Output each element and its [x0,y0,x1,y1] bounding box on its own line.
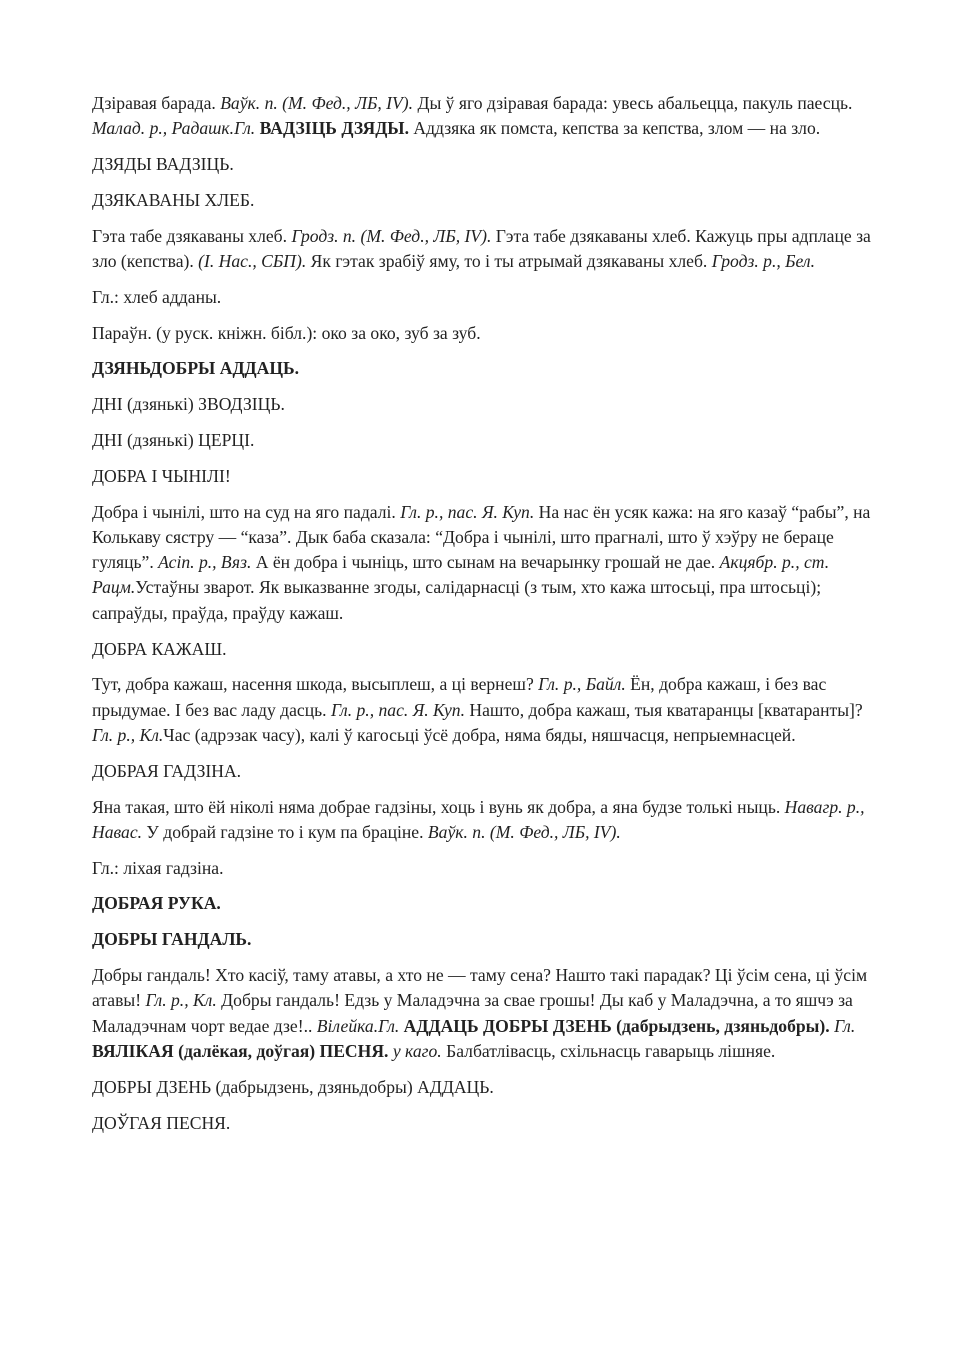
source-reference: Гродз. п. (М. Фед., ЛБ, IV). [291,225,492,246]
source-reference: Гл. р., Байл. [538,674,626,695]
source-reference: Ваўк. п. (М. Фед., ЛБ, IV). [220,93,414,113]
text-run: У добрай гадзіне то і кум па браціне. [142,821,428,842]
text-run: ДОБРАЯ ГАДЗІНА. [92,760,242,781]
text-run: Тут, добра кажаш, насення шкода, высыплеш, а ці вернеш? [92,674,539,695]
entry-heading [92,356,872,381]
paragraph [92,285,872,310]
paragraph [92,637,872,662]
paragraph [92,856,872,881]
paragraph [92,152,872,177]
text-run: Параўн. (у руск. кніжн. бібл.): око за око, зуб за зуб. [92,322,481,343]
source-reference: Гл. р., Кл. [145,990,217,1011]
bold-phrase: ДОБРАЯ РУКА. [92,893,221,914]
source-reference: Гл. р., пас. Я. Куп. [330,699,465,720]
paragraph [92,1111,872,1136]
entry-heading [92,927,872,952]
paragraph [92,500,872,626]
paragraph [92,464,872,489]
bold-phrase: ДОБРЫ ГАНДАЛЬ. [92,929,252,950]
source-reference: Вілейка. [316,1015,379,1036]
text-run: Устаўны зварот. Як выказванне згоды, салідарнасці (з тым, хто кажа штосьці, пра штосьці); сапраўды, праўда, праўду кажаш. [92,577,822,623]
text-run: Ды ў яго дзіравая барада: увесь абальецца, пакуль паесць. [413,93,853,113]
text-run: Нашто, добра кажаш, тыя кватаранцы [кватаранты]? [465,699,863,720]
text-run: ДНІ (дзянькі) ЦЕРЦІ. [92,429,255,450]
source-reference: Акцябр. р., ст. Рацм. [92,552,830,598]
source-reference: Ваўк. п. (М. Фед., ЛБ, IV). [427,821,621,842]
bold-phrase: АДДАЦЬ ДОБРЫ ДЗЕНЬ (дабрыдзень, дзяньдобры). [399,1015,830,1036]
source-reference: Гл. [829,1015,856,1036]
text-run: ДЗЯКАВАНЫ ХЛЕБ. [92,189,255,210]
text-run: Гэта табе дзякаваны хлеб. [92,225,292,246]
text-run: А ён добра і чыніць, што сынам на вечарынку грошай не дае. [251,552,720,573]
text-run: Добры гандаль! Хто касіў, таму атавы, а хто не — таму сена? Нашто такі парадак? Ці ўсім сена, ці ўсім атавы! [92,965,868,1011]
text-run: Аддзяка як помста, кепства за кепства, злом — на зло. [408,118,821,139]
source-reference: (І. Нас., СБП). [198,250,307,271]
text-run: Ён, добра кажаш, і без вас прыдумае. І без вас ладу дасць. [92,674,827,720]
text-run: Гл.: хлеб адданы. [92,286,222,307]
text-run: На нас ён усяк кажа: на яго казаў “рабы”, на Колькаву сястру — “каза”. Дык баба сказала: “Добра і чынілі, што прагналі, што ў хэўру не бераце гуляць”. [92,501,871,573]
entry-heading [92,891,872,916]
text-run: ДОБРЫ ДЗЕНЬ (дабрыдзень, дзяньдобры) АДДАЦЬ. [92,1076,494,1097]
source-reference: Гл. [378,1015,400,1036]
source-reference: Асіп. р., Вяз. [158,552,252,573]
paragraph [92,91,872,142]
source-reference: у каго. [388,1040,442,1061]
bold-phrase: ДЗЯНЬДОБРЫ АДДАЦЬ. [92,358,300,379]
text-run: Час (адрэзак часу), калі ў кагосьці ўсё добра, няма бяды, няшчасця, непрыемнасцей. [163,724,796,745]
source-reference: Гл. р., Кл. [92,724,164,745]
paragraph [92,1075,872,1100]
source-reference: Гродз. р., Бел. [711,250,815,271]
paragraph [92,672,872,748]
paragraph [92,795,872,846]
source-reference: Гл. [234,118,256,139]
text-run: ДЗЯДЫ ВАДЗІЦЬ. [92,154,234,175]
text-run: Балбатлівасць, схільнасць гаварыць лішняе. [441,1040,776,1061]
text-run: ДОЎГАЯ ПЕСНЯ. [92,1112,231,1133]
paragraph [92,759,872,784]
text-run: Яна такая, што ёй ніколі няма добрае гадзіны, хоць і вунь як добра, а яна будзе толькі ныць. [92,796,785,817]
bold-phrase: ВЯЛІКАЯ (далёкая, доўгая) ПЕСНЯ. [92,1040,389,1061]
paragraph [92,392,872,417]
text-run: Добры гандаль! Едзь у Маладэчна за свае грошы! Ды каб у Маладэчна, а то яшчэ за Маладэчнам чорт ведае дзе!.. [92,990,853,1036]
paragraph [92,963,872,1064]
source-reference: Навагр. р., Навас. [92,796,865,842]
text-run: Як гэтак зрабіў яму, то і ты атрымай дзякаваны хлеб. [306,250,712,271]
text-run: Дзіравая барада. [92,93,221,113]
source-reference: Малад. р., Радашк. [92,118,235,139]
paragraph [92,428,872,453]
text-run: Добра і чынілі, што на суд на яго падалі. [92,501,401,522]
paragraph [92,188,872,213]
source-reference: Гл. р., пас. Я. Куп. [400,501,535,522]
paragraph [92,321,872,346]
text-run: ДОБРА КАЖАШ. [92,638,227,659]
bold-phrase: ВАДЗІЦЬ ДЗЯДЫ. [255,118,409,139]
text-run: ДОБРА І ЧЫНІЛІ! [92,465,231,486]
text-run: Гэта табе дзякаваны хлеб. Кажуць пры адплаце за зло (кепства). [92,225,871,271]
text-run: Гл.: ліхая гадзіна. [92,857,224,878]
text-run: ДНІ (дзянькі) ЗВОДЗІЦЬ. [92,394,285,415]
paragraph [92,224,872,275]
